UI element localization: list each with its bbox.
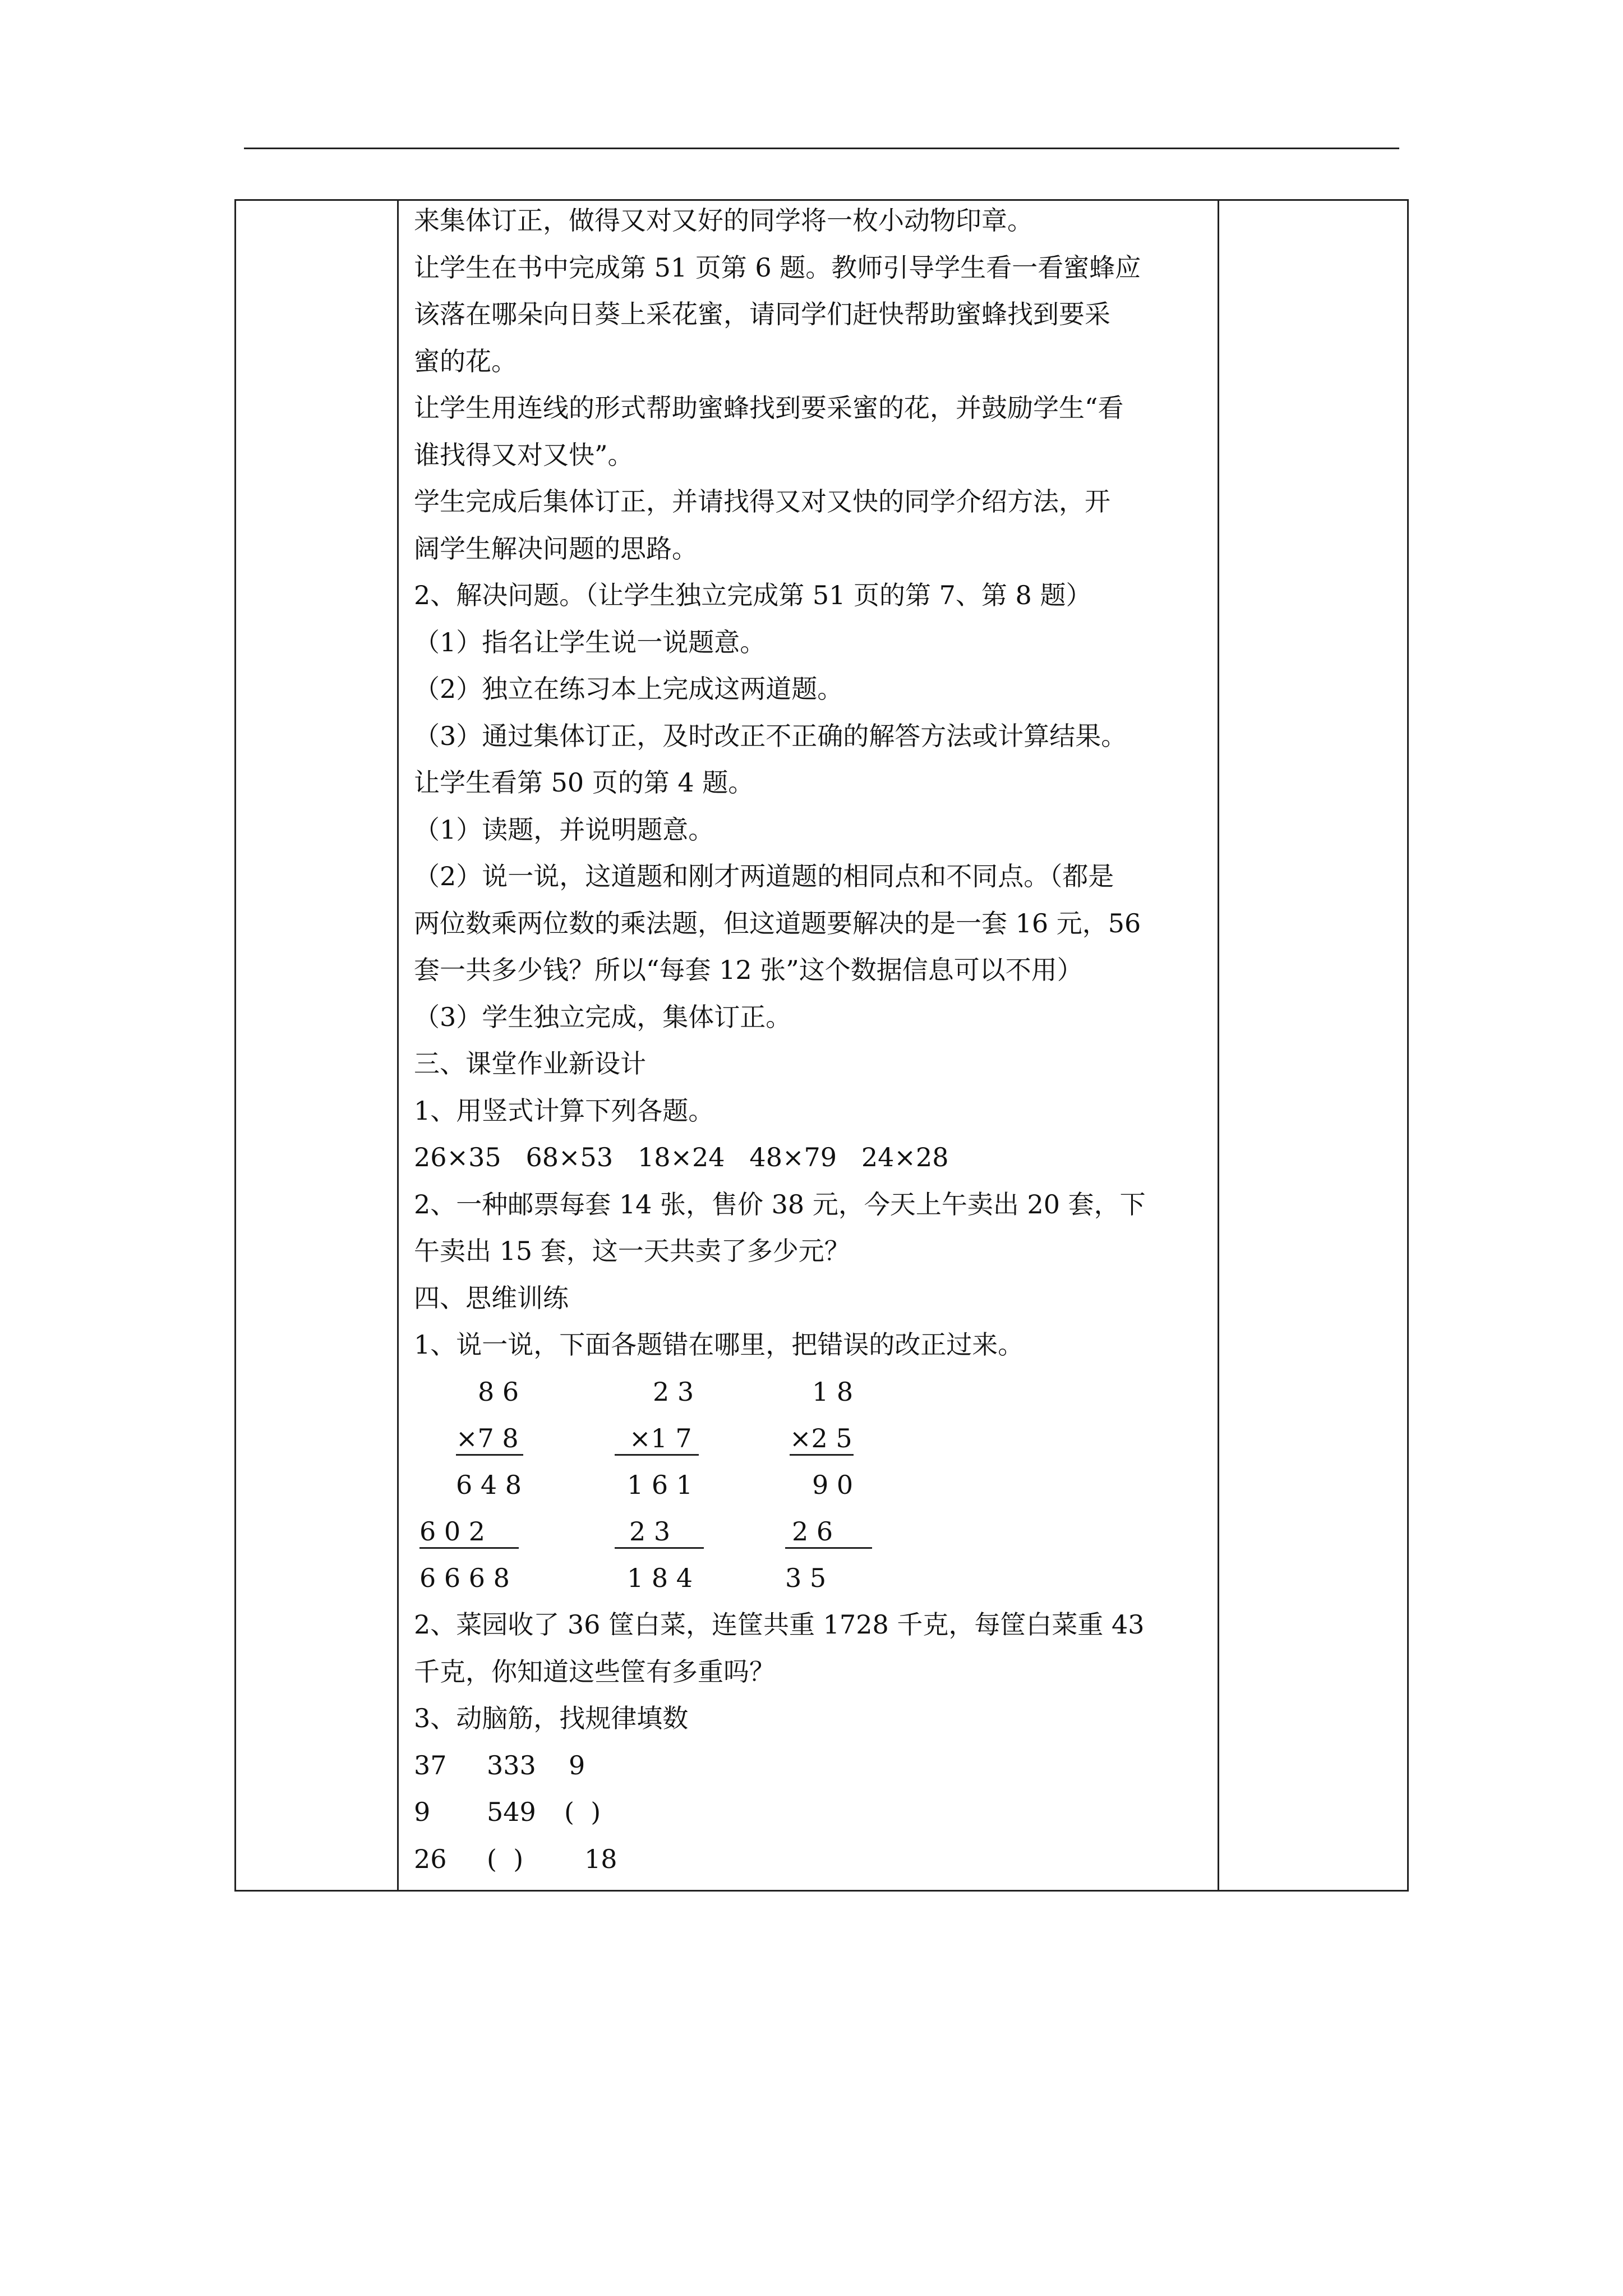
text-line: 学生完成后集体订正，并请找得又对又快的同学介绍方法，开 [414,486,1110,517]
calc-3-top: 1 8 [812,1377,854,1407]
pattern-cell: 9 [414,1797,431,1827]
calc-1-partial-1: 6 4 8 [456,1470,522,1500]
pattern-cell: 18 [584,1844,617,1874]
text-line: 让学生用连线的形式帮助蜜蜂找到要采蜜的花，并鼓励学生“看 [414,393,1124,423]
text-line: 谁找得又对又快”。 [414,440,634,470]
text-line: （1）读题，并说明题意。 [414,815,714,845]
calc-1-result: 6 6 6 8 [419,1563,510,1593]
calc-3-partial-1: 9 0 [812,1470,854,1500]
text-line: 3、动脑筋，找规律填数 [414,1703,689,1733]
text-line: 该落在哪朵向日葵上采花蜜，请同学们赶快帮助蜜蜂找到要采 [414,299,1110,329]
text-line: （2）说一说，这道题和刚才两道题的相同点和不同点。（都是 [414,861,1114,891]
text-line: 2、一种邮票每套 14 张，售价 38 元，今天上午卖出 20 套，下 [414,1189,1146,1220]
text-line: 两位数乘两位数的乘法题，但这道题要解决的是一套 16 元，56 [414,908,1141,938]
text-line: 1、用竖式计算下列各题。 [414,1096,714,1126]
calc-2-multiplier: ×1 7 [615,1424,699,1456]
text-line: 蜜的花。 [414,346,517,376]
pattern-blank: ( ) [487,1844,524,1874]
text-line: 1、说一说，下面各题错在哪里，把错误的改正过来。 [414,1329,1024,1360]
pattern-cell: 26 [414,1844,447,1874]
section-heading: 三、课堂作业新设计 [414,1048,646,1079]
text-line: 2、解决问题。（让学生独立完成第 51 页的第 7、第 8 题） [414,580,1092,610]
calc-2-result: 1 8 4 [627,1563,693,1593]
column-divider-left [397,201,399,1890]
calc-3-partial-2: 2 6 [785,1517,872,1549]
calc-1-multiplier: ×7 8 [456,1424,523,1456]
column-divider-right [1218,201,1219,1890]
multiplication-list: 26×35 68×53 18×24 48×79 24×28 [414,1142,949,1172]
text-line: 套一共多少钱？所以“每套 12 张”这个数据信息可以不用） [414,955,1083,985]
pattern-cell: 333 [487,1750,536,1780]
text-line: 千克，你知道这些筐有多重吗？ [414,1657,775,1687]
text-line: 来集体订正，做得又对又好的同学将一枚小动物印章。 [414,205,1033,236]
calc-2-top: 2 3 [653,1377,694,1407]
calc-2-partial-2: 2 3 [615,1517,704,1549]
text-line: 阔学生解决问题的思路。 [414,533,698,564]
calc-3-result: 3 5 [785,1563,827,1593]
text-line: 让学生在书中完成第 51 页第 6 题。教师引导学生看一看蜜蜂应 [414,252,1141,283]
calc-2-partial-1: 1 6 1 [627,1470,693,1500]
text-line: （1）指名让学生说一说题意。 [414,627,766,657]
header-rule [244,148,1399,149]
text-line: 午卖出 15 套，这一天共卖了多少元？ [414,1236,850,1266]
text-line: 让学生看第 50 页的第 4 题。 [414,767,754,798]
text-line: （2）独立在练习本上完成这两道题。 [414,674,843,704]
text-line: 2、菜园收了 36 筐白菜，连筐共重 1728 千克，每筐白菜重 43 [414,1609,1145,1640]
pattern-blank: ( ) [564,1797,601,1827]
pattern-cell: 549 [487,1797,536,1827]
calc-3-multiplier: ×2 5 [790,1424,854,1456]
text-line: （3）学生独立完成，集体订正。 [414,1002,792,1032]
text-line: （3）通过集体订正，及时改正不正确的解答方法或计算结果。 [414,721,1127,751]
pattern-cell: 37 [414,1750,447,1780]
pattern-cell: 9 [569,1750,585,1780]
section-heading: 四、思维训练 [414,1283,569,1313]
calc-1-partial-2: 6 0 2 [419,1517,519,1549]
calc-1-top: 8 6 [478,1377,519,1407]
